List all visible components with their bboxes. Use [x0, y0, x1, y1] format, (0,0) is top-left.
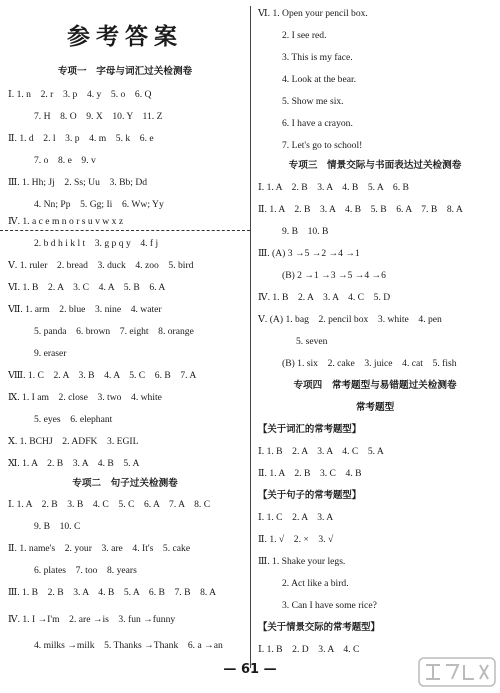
answer-line: Ⅳ. 1. B 2. A 3. A 4. C 5. D [258, 292, 391, 303]
answer-line: Ⅲ. (A) 3 →5 →2 →4 →1 [258, 248, 360, 259]
answer-line: 6. plates 7. too 8. years [34, 565, 137, 576]
answer-line: 5. eyes 6. elephant [34, 414, 113, 425]
category-label: 【关于词汇的常考题型】 [258, 424, 362, 435]
section-heading: 专项四 常考题型与易错题过关检测卷 [293, 380, 457, 391]
answer-line: Ⅹ. 1. BCHJ 2. ADFK 3. EGIL [8, 436, 139, 447]
answer-line: 3. This is my face. [282, 52, 353, 63]
answer-line: 5. seven [296, 336, 328, 347]
answer-line: Ⅰ. 1. n 2. r 3. p 4. y 5. o 6. Q [8, 89, 152, 100]
answer-line: Ⅵ. 1. Open your pencil box. [258, 8, 368, 19]
answer-line: 9. B 10. C [34, 521, 81, 532]
section-heading: 专项二 句子过关检测卷 [72, 478, 178, 489]
answer-line: Ⅰ. 1. A 2. B 3. A 4. B 5. A 6. B [258, 182, 409, 193]
answer-line: Ⅱ. 1. A 2. B 3. A 4. B 5. B 6. A 7. B 8. A [258, 204, 463, 215]
answer-line: Ⅸ. 1. I am 2. close 3. two 4. white [8, 392, 162, 403]
answer-line: Ⅷ. 1. C 2. A 3. B 4. A 5. C 6. B 7. A [8, 370, 197, 381]
answer-line: 4. Nn; Pp 5. Gg; Ii 6. Ww; Yy [34, 199, 164, 210]
answer-line: 9. eraser [34, 348, 67, 359]
answer-line: Ⅵ. 1. B 2. A 3. C 4. A 5. B 6. A [8, 282, 166, 293]
answer-line: 5. Show me six. [282, 96, 344, 107]
answer-line: 6. I have a crayon. [282, 118, 353, 129]
answer-line: Ⅰ. 1. B 2. A 3. A 4. C 5. A [258, 446, 384, 457]
answer-line: 2. Act like a bird. [282, 578, 349, 589]
answer-line: Ⅱ. 1. √ 2. × 3. √ [258, 534, 334, 545]
column-divider [250, 6, 251, 668]
answer-line: Ⅴ. 1. ruler 2. bread 3. duck 4. zoo 5. bird [8, 260, 194, 271]
answer-line: Ⅳ. 1. a c e m n o r s u v w x z [8, 216, 124, 227]
answer-line: 9. B 10. B [282, 226, 329, 237]
answer-line: 7. o 8. e 9. v [34, 155, 96, 166]
answer-line: Ⅺ. 1. A 2. B 3. A 4. B 5. A [8, 458, 140, 469]
answer-line: 4. milks →milk 5. Thanks →Thank 6. a →an [34, 640, 223, 651]
answer-line: Ⅲ. 1. Hh; Jj 2. Ss; Uu 3. Bb; Dd [8, 177, 148, 188]
answer-line: 7. Let's go to school! [282, 140, 363, 151]
category-label: 【关于情景交际的常考题型】 [258, 622, 380, 633]
answer-line: (B) 2 →1 →3 →5 →4 →6 [282, 270, 386, 281]
category-label: 【关于句子的常考题型】 [258, 490, 362, 501]
answer-line: 2. I see red. [282, 30, 327, 41]
answer-line: Ⅲ. 1. B 2. B 3. A 4. B 5. A 6. B 7. B 8. A [8, 587, 217, 598]
page-number: — 61 — [223, 662, 277, 677]
watermark-logo-icon [418, 655, 496, 689]
answer-line: Ⅳ. 1. I →I'm 2. are →is 3. fun →funny [8, 614, 176, 625]
answer-line: Ⅴ. (A) 1. bag 2. pencil box 3. white 4. pen [258, 314, 442, 325]
answer-line: 3. Can I have some rice? [282, 600, 377, 611]
dashed-separator [0, 230, 250, 231]
answer-line: 4. Look at the bear. [282, 74, 357, 85]
section-heading: 专项一 字母与词汇过关检测卷 [57, 66, 193, 77]
answer-line: Ⅶ. 1. arm 2. blue 3. nine 4. water [8, 304, 162, 315]
section-heading: 专项三 情景交际与书面表达过关检测卷 [288, 160, 462, 171]
subsection-heading: 常考题型 [355, 402, 395, 413]
answer-line: Ⅲ. 1. Shake your legs. [258, 556, 346, 567]
answer-line: (B) 1. six 2. cake 3. juice 4. cat 5. fish [282, 358, 457, 369]
answer-line: Ⅰ. 1. A 2. B 3. B 4. C 5. C 6. A 7. A 8. C [8, 499, 211, 510]
answer-line: Ⅰ. 1. B 2. D 3. A 4. C [258, 644, 360, 655]
page-title: 参考答案 [67, 24, 183, 50]
answer-line: Ⅱ. 1. name's 2. your 3. are 4. It's 5. cake [8, 543, 191, 554]
answer-line: Ⅰ. 1. C 2. A 3. A [258, 512, 334, 523]
answer-line: 7. H 8. O 9. X 10. Y 11. Z [34, 111, 163, 122]
answer-line: Ⅱ. 1. d 2. l 3. p 4. m 5. k 6. e [8, 133, 154, 144]
answer-line: Ⅱ. 1. A 2. B 3. C 4. B [258, 468, 362, 479]
answer-line: 5. panda 6. brown 7. eight 8. orange [34, 326, 194, 337]
answer-line: 2. b d h i k l t 3. g p q y 4. f j [34, 238, 159, 249]
